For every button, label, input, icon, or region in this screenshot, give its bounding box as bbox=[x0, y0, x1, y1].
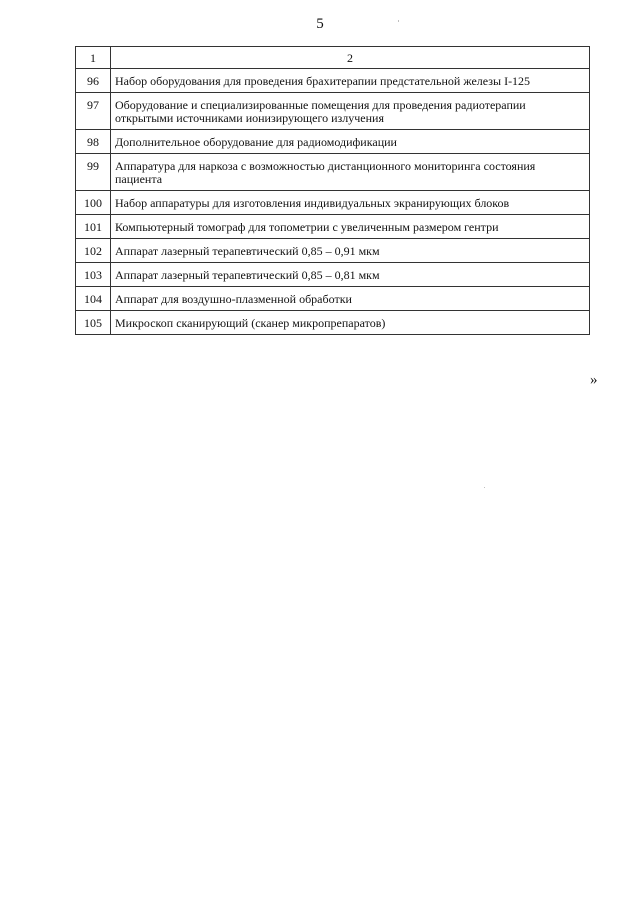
row-number: 105 bbox=[76, 311, 111, 335]
row-number: 102 bbox=[76, 239, 111, 263]
row-number: 98 bbox=[76, 130, 111, 154]
row-number: 103 bbox=[76, 263, 111, 287]
row-number: 100 bbox=[76, 191, 111, 215]
scan-artifact bbox=[398, 20, 399, 22]
row-equipment-name: Набор аппаратуры для изготовления индивидуальных экранирующих блоков bbox=[111, 191, 590, 215]
row-number: 97 bbox=[76, 93, 111, 130]
row-equipment-name: Оборудование и специализированные помещения для проведения радиотерапии открытыми источниками ионизирующего излучения bbox=[111, 93, 590, 130]
row-number: 99 bbox=[76, 154, 111, 191]
header-col-name: 2 bbox=[111, 47, 590, 69]
row-number: 101 bbox=[76, 215, 111, 239]
table-row bbox=[76, 93, 590, 130]
table-row bbox=[76, 130, 590, 154]
row-equipment-name: Микроскоп сканирующий (сканер микропрепаратов) bbox=[111, 311, 590, 335]
row-equipment-name: Аппарат лазерный терапевтический 0,85 – 0,91 мкм bbox=[111, 239, 590, 263]
row-equipment-name: Аппаратура для наркоза с возможностью дистанционного мониторинга состояния пациента bbox=[111, 154, 590, 191]
scan-artifact bbox=[484, 487, 485, 488]
row-number: 96 bbox=[76, 69, 111, 93]
table-row bbox=[76, 154, 590, 191]
equipment-table bbox=[75, 46, 590, 335]
table-row bbox=[76, 263, 590, 287]
table-row bbox=[76, 191, 590, 215]
page-number: 5 bbox=[316, 16, 324, 32]
row-equipment-name: Аппарат для воздушно-плазменной обработки bbox=[111, 287, 590, 311]
header-col-number: 1 bbox=[76, 47, 111, 69]
table-row bbox=[76, 69, 590, 93]
table-row bbox=[76, 287, 590, 311]
table-row bbox=[76, 215, 590, 239]
row-equipment-name: Дополнительное оборудование для радиомодификации bbox=[111, 130, 590, 154]
table-row bbox=[76, 311, 590, 335]
row-equipment-name: Набор оборудования для проведения брахитерапии предстательной железы I-125 bbox=[111, 69, 590, 93]
row-equipment-name: Аппарат лазерный терапевтический 0,85 – 0,81 мкм bbox=[111, 263, 590, 287]
table-row bbox=[76, 239, 590, 263]
closing-quote-mark: » bbox=[590, 372, 598, 388]
row-equipment-name: Компьютерный томограф для топометрии с увеличенным размером гентри bbox=[111, 215, 590, 239]
table-header-row bbox=[76, 47, 590, 69]
row-number: 104 bbox=[76, 287, 111, 311]
